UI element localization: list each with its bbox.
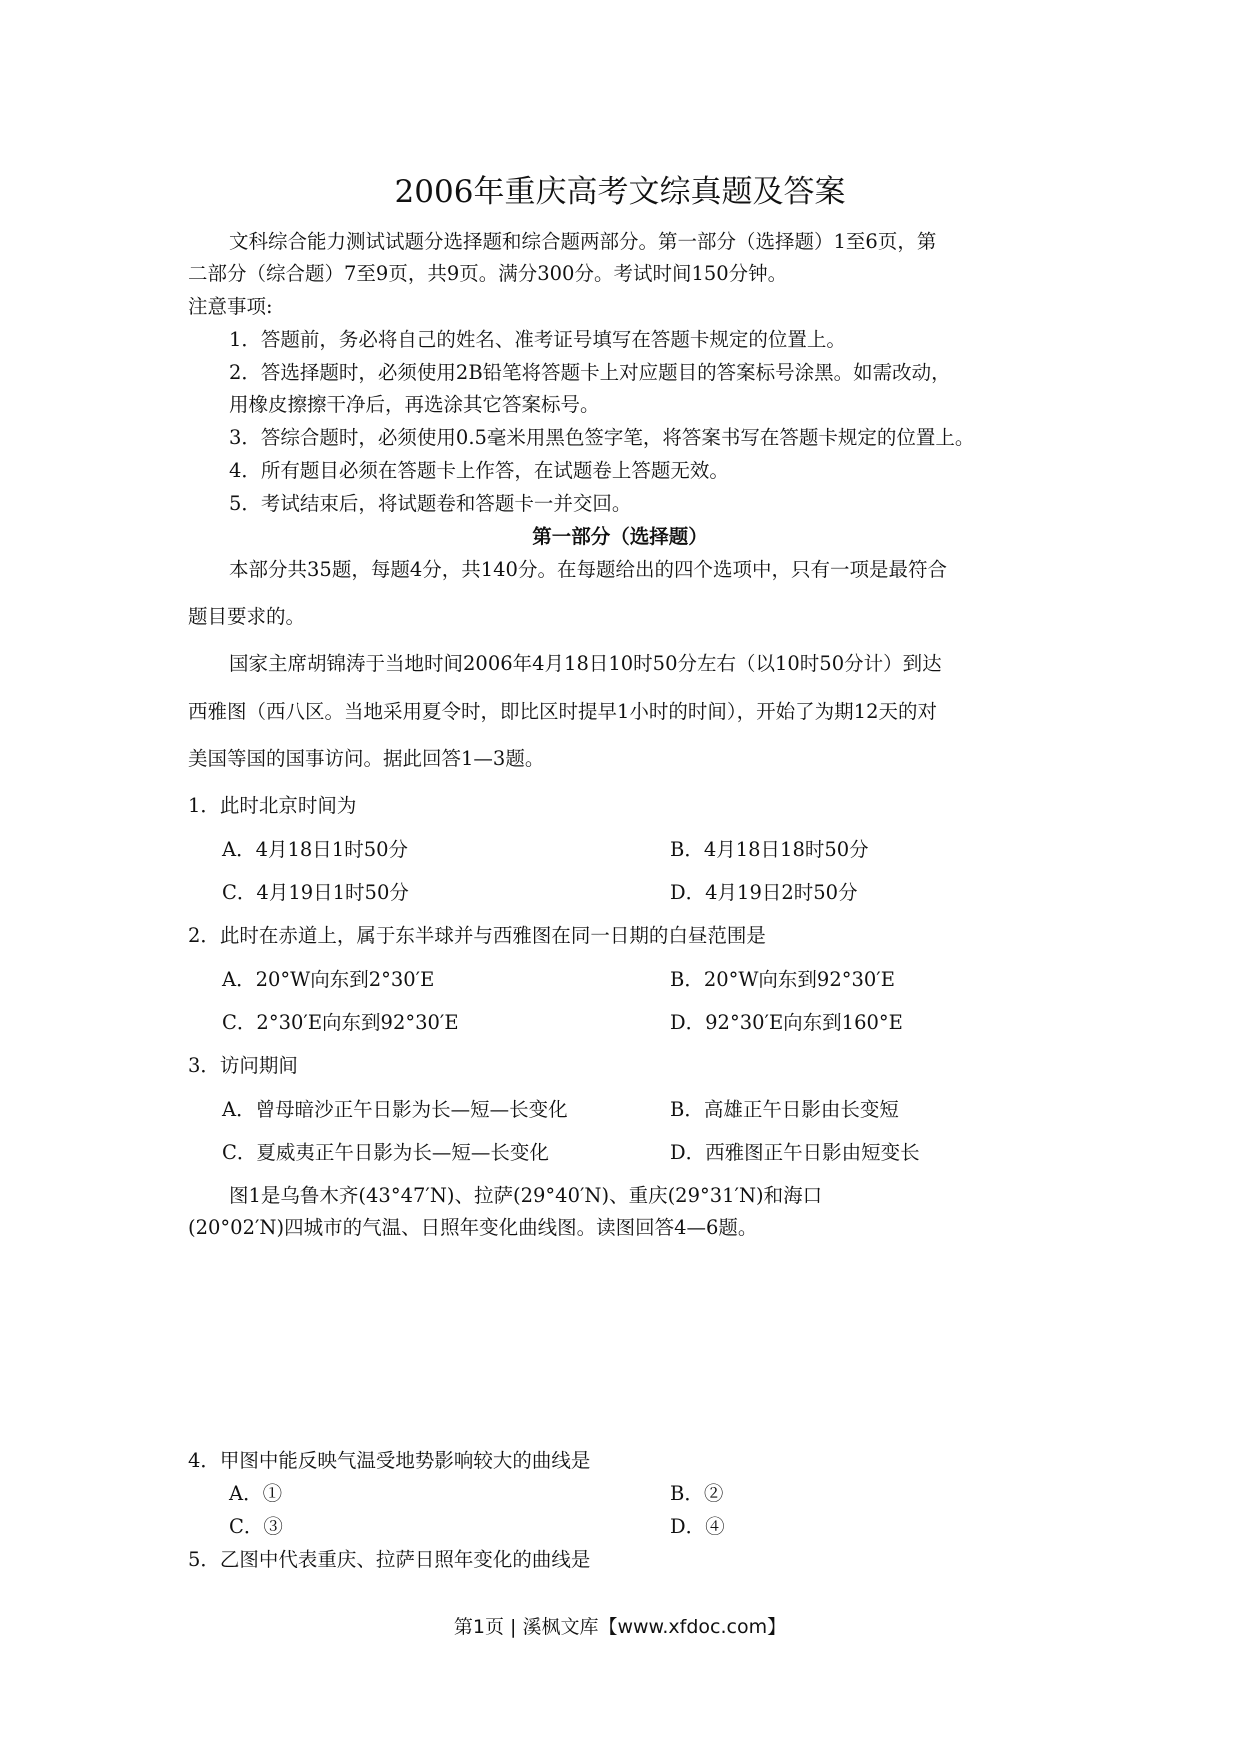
page-footer: 第1页 | 溪枫文库【www.xfdoc.com】	[453, 1616, 787, 1638]
question-4: 4．甲图中能反映气温受地势影响较大的曲线是	[188, 1449, 591, 1472]
question-1: 1．此时北京时间为	[188, 794, 357, 817]
notice-item-2: 2．答选择题时，必须使用2B铅笔将答题卡上对应题目的答案标号涂黑。如需改动，	[229, 361, 951, 384]
notice-item-4: 4．所有题目必须在答题卡上作答，在试题卷上答题无效。	[229, 459, 729, 482]
q2-option-a: A．20°W向东到2°30′E	[222, 968, 435, 991]
q1-option-d: D．4月19日2时50分	[670, 881, 858, 904]
q4-option-c: C．③	[229, 1515, 283, 1538]
q3-option-c: C．夏威夷正午日影为长—短—长变化	[222, 1141, 549, 1164]
q4-option-d: D．④	[670, 1515, 725, 1538]
intro-line-2: 二部分（综合题）7至9页，共9页。满分300分。考试时间150分钟。	[188, 262, 788, 285]
q2-option-c: C．2°30′E向东到92°30′E	[222, 1011, 459, 1034]
notice-item-5: 5．考试结束后，将试题卷和答题卡一并交回。	[229, 492, 632, 515]
question-3: 3．访问期间	[188, 1054, 298, 1077]
part1-heading: 第一部分（选择题）	[532, 525, 708, 548]
q1-option-b: B．4月18日18时50分	[670, 838, 869, 861]
part1-desc-line-1: 本部分共35题，每题4分，共140分。在每题给出的四个选项中，只有一项是最符合	[229, 558, 947, 581]
stem1-line-2: 西雅图（西八区。当地采用夏令时，即比区时提早1小时的时间），开始了为期12天的对	[188, 700, 937, 723]
q1-option-a: A．4月18日1时50分	[222, 838, 409, 861]
q1-option-c: C．4月19日1时50分	[222, 881, 409, 904]
figure-placeholder	[188, 1240, 1048, 1440]
notice-item-2-cont: 用橡皮擦擦干净后，再选涂其它答案标号。	[229, 393, 600, 416]
intro-line-1: 文科综合能力测试试题分选择题和综合题两部分。第一部分（选择题）1至6页，第	[229, 230, 937, 253]
page-title: 2006年重庆高考文综真题及答案	[394, 174, 846, 210]
stem2-line-1: 图1是乌鲁木齐(43°47′N)、拉萨(29°40′N)、重庆(29°31′N)和海口	[229, 1184, 823, 1207]
stem1-line-1: 国家主席胡锦涛于当地时间2006年4月18日10时50分左右（以10时50分计）到达	[229, 652, 942, 675]
q4-option-b: B．②	[670, 1482, 724, 1505]
q3-option-a: A．曾母暗沙正午日影为长—短—长变化	[222, 1098, 568, 1121]
q2-option-b: B．20°W向东到92°30′E	[670, 968, 895, 991]
question-5: 5．乙图中代表重庆、拉萨日照年变化的曲线是	[188, 1548, 591, 1571]
question-2: 2．此时在赤道上，属于东半球并与西雅图在同一日期的白昼范围是	[188, 924, 766, 947]
part1-desc-line-2: 题目要求的。	[188, 605, 306, 628]
notice-item-3: 3．答综合题时，必须使用0.5毫米用黑色签字笔，将答案书写在答题卡规定的位置上。	[229, 426, 975, 449]
notice-item-1: 1．答题前，务必将自己的姓名、准考证号填写在答题卡规定的位置上。	[229, 328, 846, 351]
q2-option-d: D．92°30′E向东到160°E	[670, 1011, 903, 1034]
q3-option-b: B．高雄正午日影由长变短	[670, 1098, 899, 1121]
notice-heading: 注意事项:	[188, 295, 273, 318]
q4-option-a: A．①	[229, 1482, 283, 1505]
q3-option-d: D．西雅图正午日影由短变长	[670, 1141, 920, 1164]
stem1-line-3: 美国等国的国事访问。据此回答1—3题。	[188, 747, 545, 770]
stem2-line-2: (20°02′N)四城市的气温、日照年变化曲线图。读图回答4—6题。	[188, 1216, 758, 1239]
